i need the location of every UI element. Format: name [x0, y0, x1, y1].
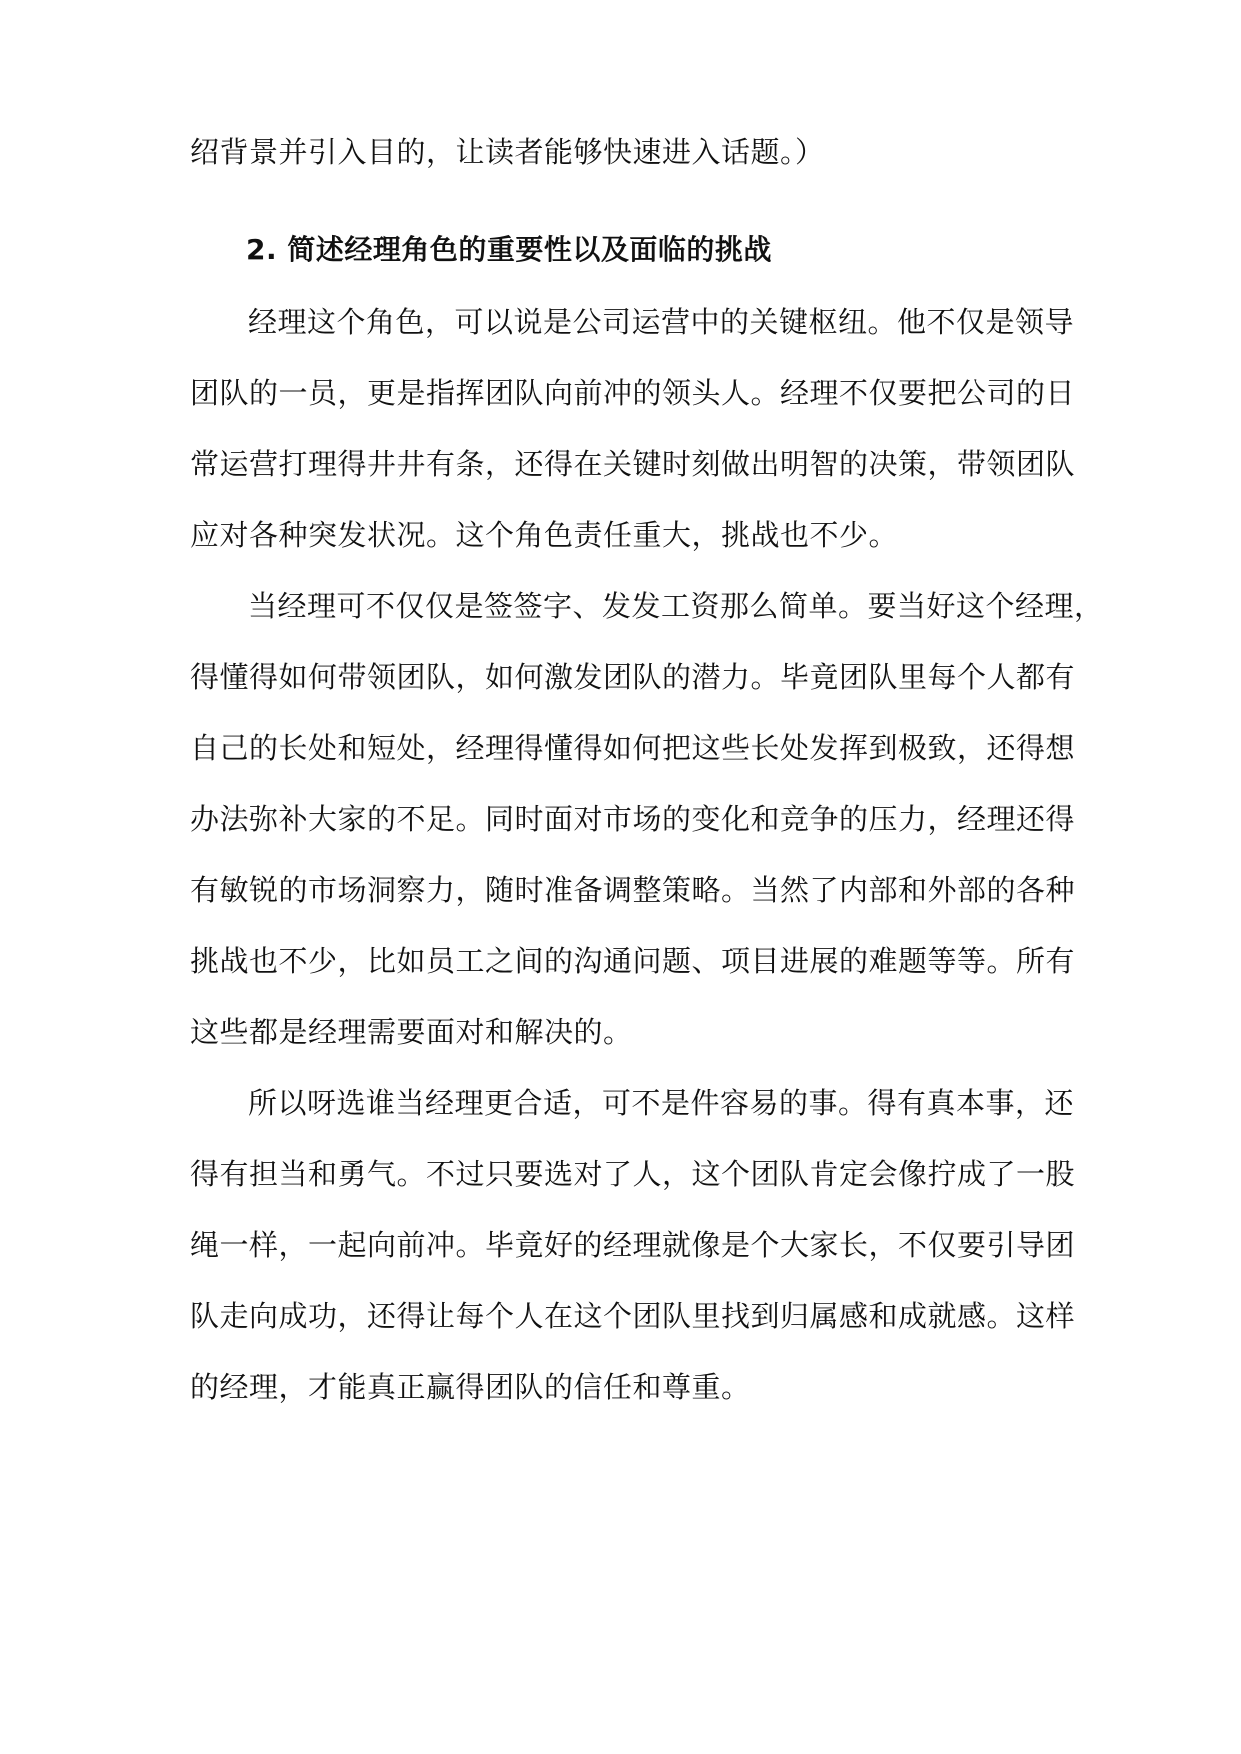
paragraph-2-line-5: 有敏锐的市场洞察力，随时准备调整策略。当然了内部和外部的各种 — [190, 873, 1076, 907]
paragraph-3-line-4: 队走向成功，还得让每个人在这个团队里找到归属感和成就感。这样 — [190, 1299, 1076, 1333]
paragraph-1-line-4: 应对各种突发状况。这个角色责任重大，挑战也不少。 — [190, 518, 899, 552]
paragraph-3-line-5: 的经理，才能真正赢得团队的信任和尊重。 — [190, 1370, 751, 1404]
paragraph-3-line-3: 绳一样，一起向前冲。毕竟好的经理就像是个大家长，不仅要引导团 — [190, 1228, 1076, 1262]
paragraph-2-line-6: 挑战也不少，比如员工之间的沟通问题、项目进展的难题等等。所有 — [190, 944, 1076, 978]
paragraph-1-line-2: 团队的一员，更是指挥团队向前冲的领头人。经理不仅要把公司的日 — [190, 376, 1076, 410]
paragraph-2-line-4: 办法弥补大家的不足。同时面对市场的变化和竞争的压力，经理还得 — [190, 802, 1076, 836]
paragraph-1-line-3: 常运营打理得井井有条，还得在关键时刻做出明智的决策，带领团队 — [190, 447, 1076, 481]
paragraph-2-line-2: 得懂得如何带领团队，如何激发团队的潜力。毕竟团队里每个人都有 — [190, 660, 1076, 694]
paragraph-2-line-7: 这些都是经理需要面对和解决的。 — [190, 1015, 633, 1049]
paragraph-1-line-1: 经理这个角色，可以说是公司运营中的关键枢纽。他不仅是领导 — [248, 305, 1075, 339]
paragraph-3-line-1: 所以呀选谁当经理更合适，可不是件容易的事。得有真本事，还 — [248, 1086, 1075, 1120]
paragraph-2-line-3: 自己的长处和短处，经理得懂得如何把这些长处发挥到极致，还得想 — [190, 731, 1076, 765]
paragraph-2-line-1: 当经理可不仅仅是签签字、发发工资那么简单。要当好这个经理， — [248, 589, 1104, 623]
paragraph-3-line-2: 得有担当和勇气。不过只要选对了人，这个团队肯定会像拧成了一股 — [190, 1157, 1076, 1191]
section-heading: 2. 简述经理角色的重要性以及面临的挑战 — [246, 233, 772, 266]
text-line: 绍背景并引入目的，让读者能够快速进入话题。） — [190, 135, 825, 169]
